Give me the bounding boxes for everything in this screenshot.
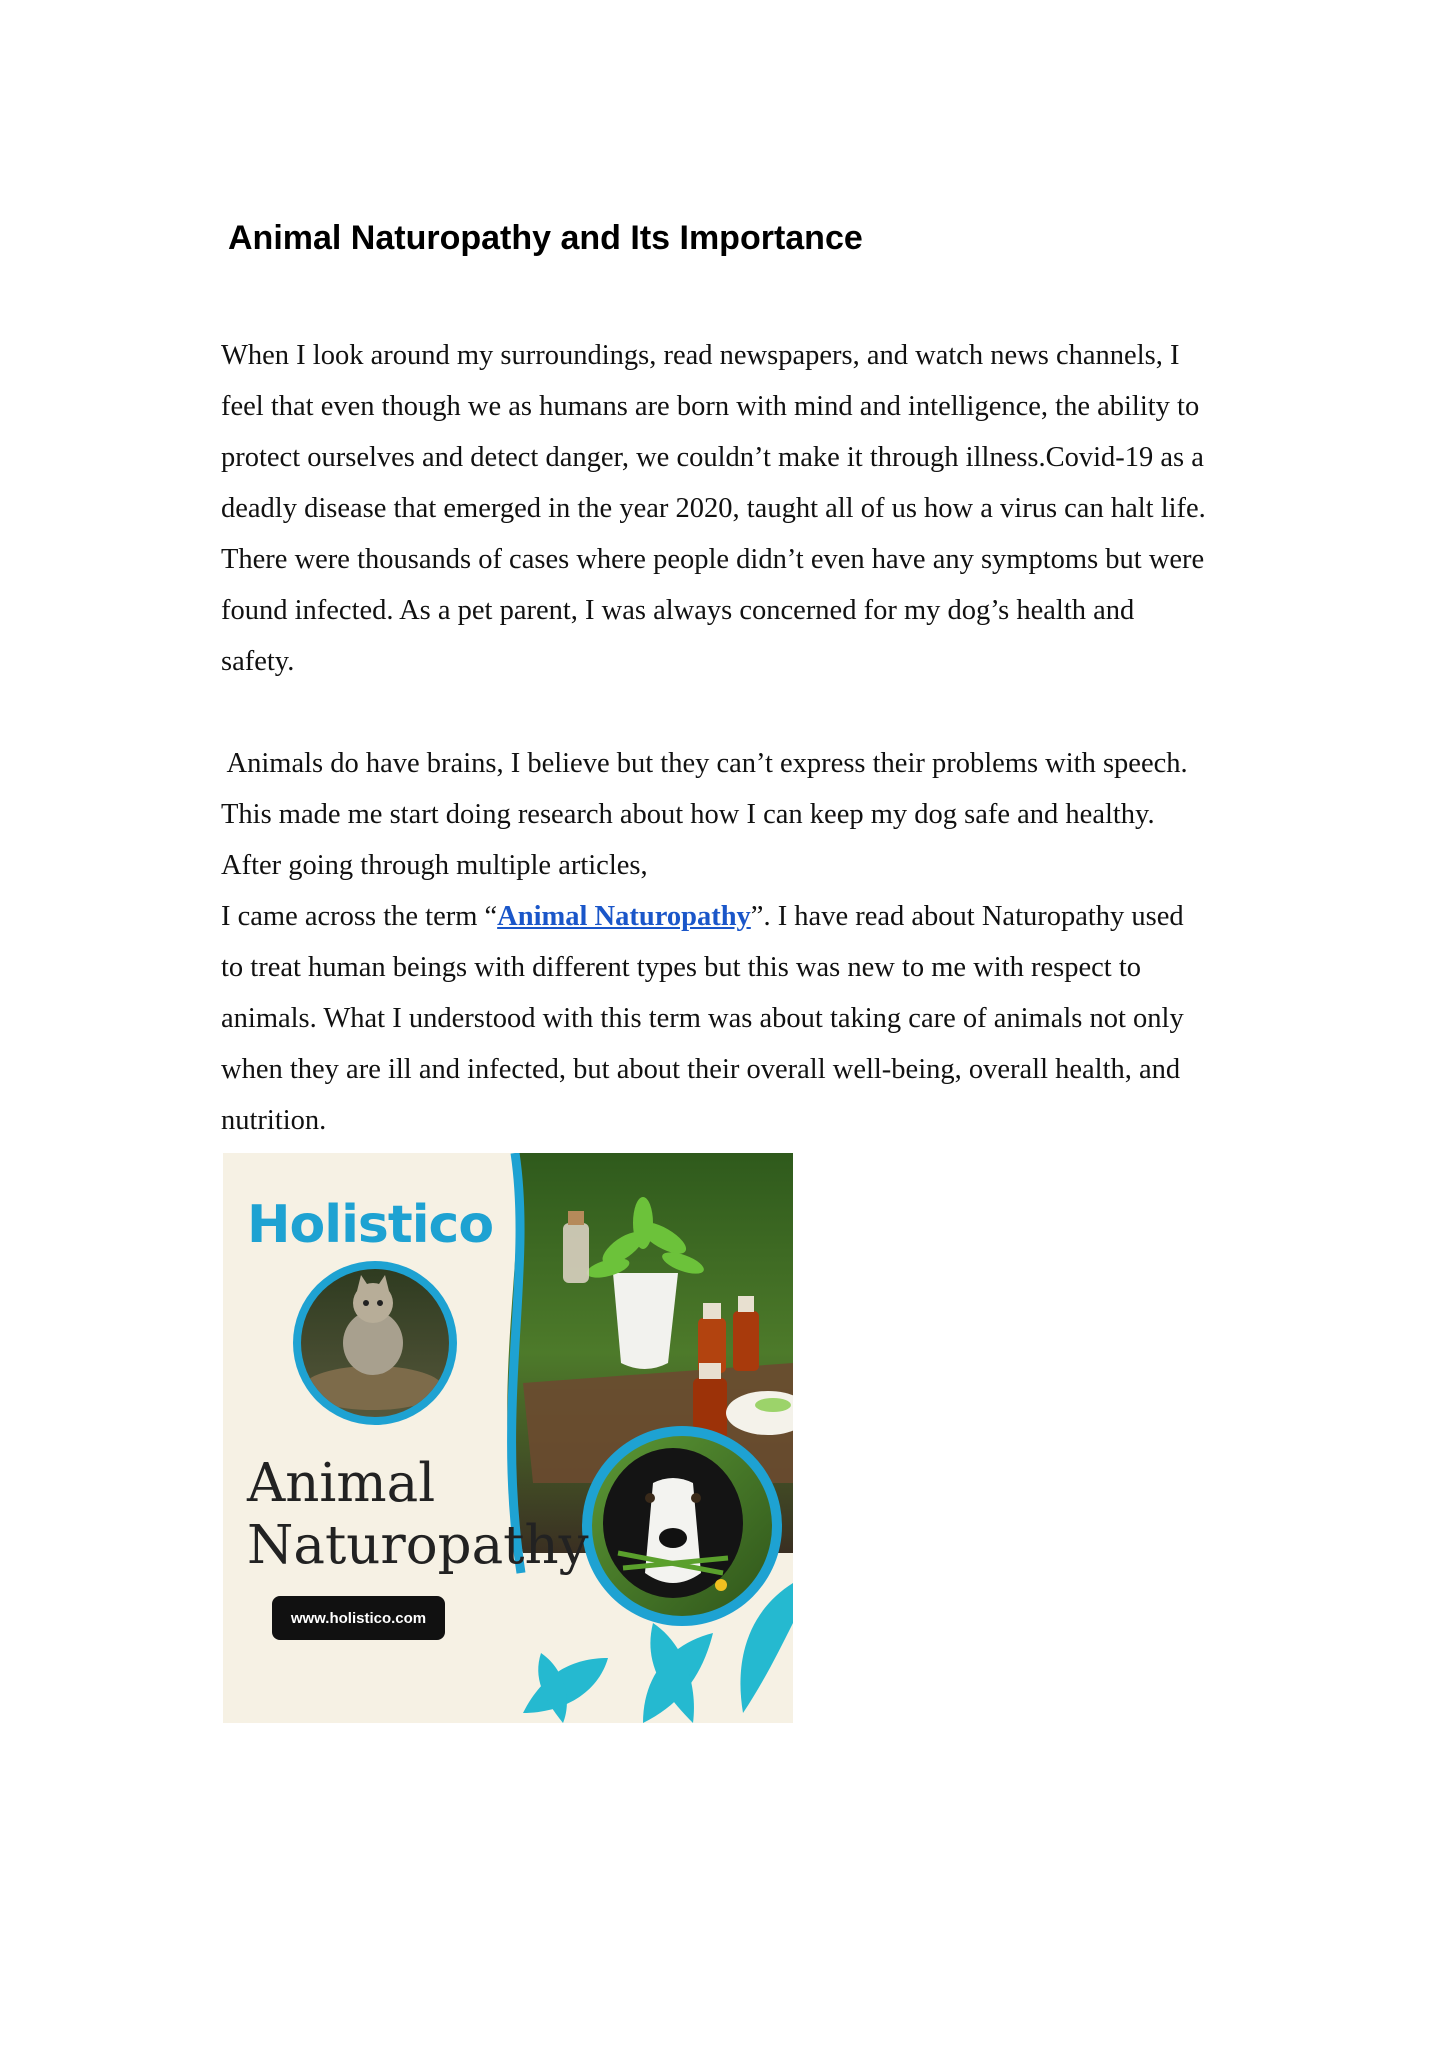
paragraph-line: deadly disease that emerged in the year 2020, taught all of us how a virus can halt life. bbox=[221, 493, 1206, 524]
promo-image bbox=[223, 1153, 793, 1723]
plant-pot bbox=[613, 1273, 678, 1369]
paragraph-line: After going through multiple articles, bbox=[221, 850, 648, 881]
paragraph-line: There were thousands of cases where people didn’t even have any symptoms but were bbox=[221, 544, 1205, 575]
animal-naturopathy-link[interactable]: Animal Naturopathy bbox=[497, 901, 751, 932]
paragraph-line: safety. bbox=[221, 646, 295, 677]
paragraph-line: Animals do have brains, I believe but they can’t express their problems with speech. bbox=[221, 748, 1188, 779]
link-suffix-text: ”. I have read about Naturopathy used bbox=[750, 901, 1184, 932]
paragraph-line: When I look around my surroundings, read newspapers, and watch news channels, I bbox=[221, 340, 1180, 371]
document-title: Animal Naturopathy and Its Importance bbox=[228, 219, 863, 257]
paragraph-line: protect ourselves and detect danger, we couldn’t make it through illness.Covid-19 as a bbox=[221, 442, 1204, 473]
paragraph-1 bbox=[221, 330, 1241, 687]
paragraph-line: to treat human beings with different types but this was new to me with respect to bbox=[221, 952, 1141, 983]
paragraph-line: when they are ill and infected, but about their overall well-being, overall health, and bbox=[221, 1054, 1181, 1085]
promo-headline bbox=[247, 1453, 589, 1577]
paragraph-2 bbox=[221, 738, 1241, 1146]
holistico-logo: Holistico bbox=[247, 1195, 494, 1255]
paragraph-line: animals. What I understood with this term was about taking care of animals not only bbox=[221, 1003, 1184, 1034]
paragraph-line: found infected. As a pet parent, I was always concerned for my dog’s health and bbox=[221, 595, 1135, 626]
headline-line: Naturopathy bbox=[247, 1515, 589, 1576]
website-url-badge: www.holistico.com bbox=[272, 1596, 445, 1640]
paragraph-line: This made me start doing research about how I can keep my dog safe and healthy. bbox=[221, 799, 1155, 830]
paragraph-line: feel that even though we as humans are born with mind and intelligence, the ability to bbox=[221, 391, 1200, 422]
paragraph-line: nutrition. bbox=[221, 1105, 327, 1136]
paragraph-line-with-link bbox=[221, 891, 1241, 942]
headline-line: Animal bbox=[247, 1453, 436, 1514]
link-prefix-text: I came across the term “ bbox=[221, 901, 498, 932]
